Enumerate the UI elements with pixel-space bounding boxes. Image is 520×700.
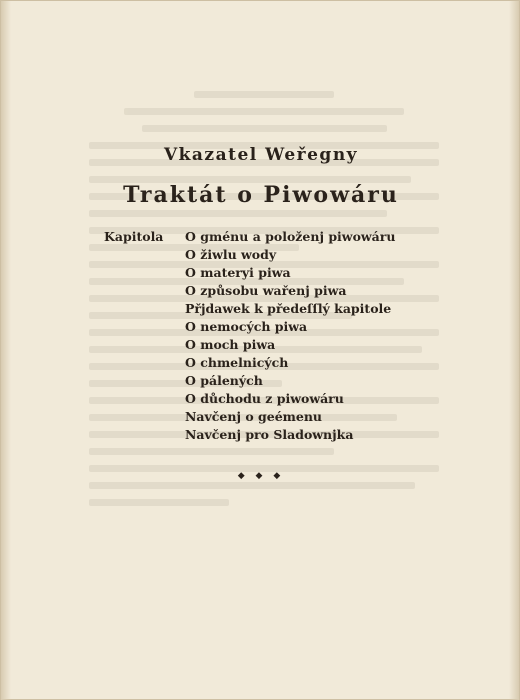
chapter-title: O chmelnicých — [185, 355, 289, 370]
chapter-title: Navčenj o geémenu — [185, 409, 323, 424]
chapter-title: O způsobu wařenj piwa — [185, 283, 347, 298]
ornament-dots: ◆ ◆ ◆ — [237, 471, 285, 481]
page-edge-shadow-left — [1, 1, 11, 700]
chapter-title: Přjdawek k předeſſlý kapitole — [185, 301, 392, 316]
chapter-title: Navčenj pro Sladownjka — [185, 427, 354, 442]
chapter-title: O materyi piwa — [185, 265, 291, 280]
chapter-title: O pálených — [185, 373, 263, 388]
chapter-title: O žiwlu wody — [185, 247, 277, 262]
chapter-title: O důchodu z piwowáru — [185, 391, 344, 406]
chapter-word: Kapitola — [104, 229, 164, 244]
page-heading: Vkazatel Weřegny — [163, 145, 359, 165]
chapter-title: O nemocých piwa — [185, 319, 308, 334]
chapter-title: O gménu a položenj piwowáru — [185, 229, 396, 244]
page-edge-shadow-right — [509, 1, 519, 700]
chapter-title: O moch piwa — [185, 337, 276, 352]
book-title: Traktát o Piwowáru — [123, 182, 399, 208]
